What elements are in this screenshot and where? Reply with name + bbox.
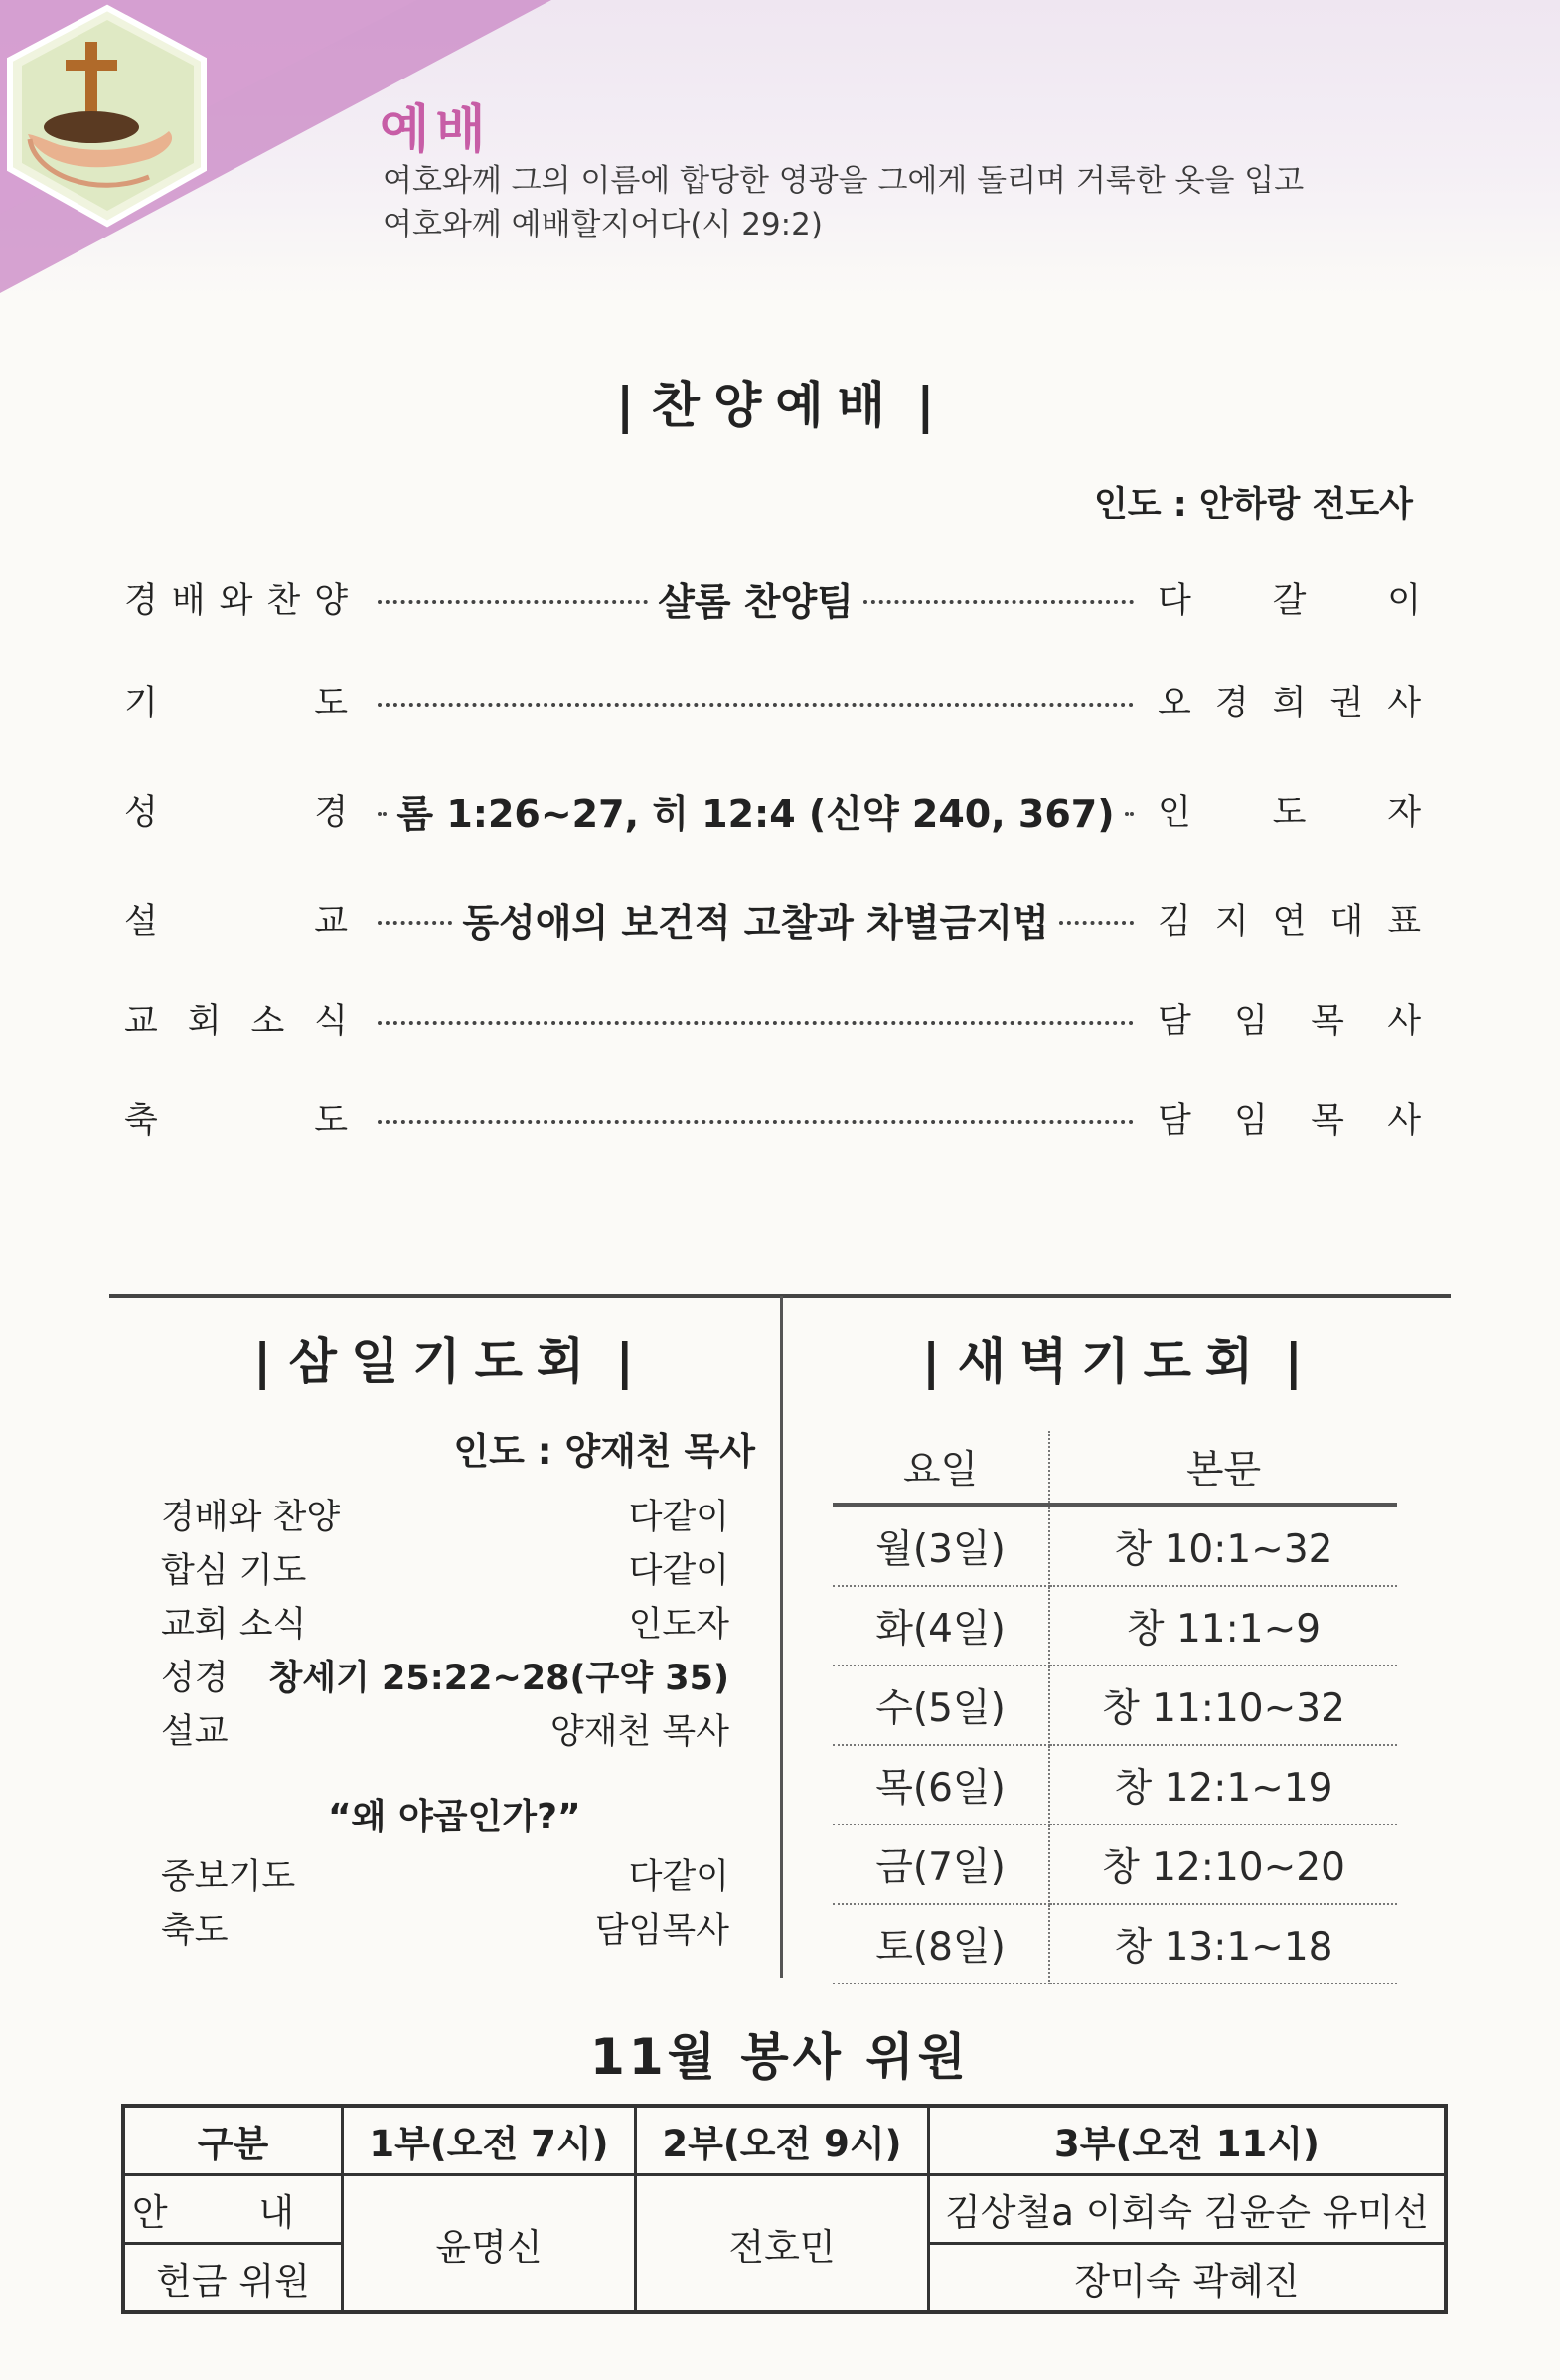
program-label: 중보기도	[161, 1857, 296, 1897]
label-char: 축	[124, 1101, 158, 1141]
program-item	[161, 1902, 729, 1954]
person-char: 도	[1272, 793, 1307, 833]
passage-cell: 창 12:1~19	[1049, 1745, 1397, 1825]
day-cell: 수(5일)	[833, 1666, 1049, 1745]
person-char: 연	[1272, 902, 1307, 942]
person-char: 희	[1272, 684, 1307, 723]
program-label: 축도	[161, 1911, 229, 1951]
label-char: 도	[314, 1101, 348, 1141]
program-value: 다같이	[628, 1857, 729, 1897]
person-char: 다	[1158, 581, 1191, 621]
order-detail: 롬 1:26~27, 히 12:4 (신약 240, 367)	[396, 791, 1115, 836]
order-label	[124, 573, 348, 623]
order-leader-dots	[368, 783, 1144, 838]
order-item	[124, 780, 1421, 840]
column-divider	[780, 1296, 783, 1978]
service3-offering: 장미숙 곽혜진	[929, 2244, 1447, 2313]
passage-cell: 창 12:10~20	[1049, 1825, 1397, 1904]
service3-header: 3부(오전 11시)	[929, 2106, 1447, 2175]
order-label	[124, 785, 348, 835]
verse-line-2: 여호와께 예배할지어다(시 29:2)	[383, 207, 823, 242]
wednesday-prayer-title: | 삼일기도회 |	[253, 1333, 634, 1390]
dotted-leader	[378, 600, 648, 604]
table-header-row	[123, 2106, 1446, 2175]
label-char: 교	[314, 902, 348, 942]
cross-in-hands-icon	[0, 0, 229, 238]
service3-guides: 김상철a 이회숙 김윤순 유미선	[929, 2175, 1447, 2244]
verse-line-1: 여호와께 그의 이름에 합당한 영광을 그에게 돌리며 거룩한 옷을 입고	[383, 163, 1305, 199]
program-value: 담임목사	[594, 1911, 729, 1951]
volunteers-title: 11월 봉사 위원	[590, 2028, 970, 2086]
person-char: 임	[1234, 1101, 1268, 1141]
service1-header: 1부(오전 7시)	[343, 2106, 636, 2175]
label-char: 소	[250, 1002, 285, 1041]
label-char: 찬	[266, 581, 301, 621]
order-person	[1158, 785, 1421, 835]
dotted-leader	[378, 1120, 1134, 1124]
table-header-row	[833, 1431, 1397, 1506]
person-char: 이	[1387, 581, 1421, 621]
day-cell: 금(7일)	[833, 1825, 1049, 1904]
day-header: 요일	[833, 1431, 1049, 1506]
person-char: 목	[1311, 1101, 1344, 1141]
order-person	[1158, 894, 1421, 944]
order-person	[1158, 676, 1421, 725]
service1-volunteer: 윤명신	[343, 2175, 636, 2313]
program-label: 성경	[161, 1659, 229, 1698]
passage-cell: 창 10:1~32	[1049, 1506, 1397, 1587]
dawn-prayer-title: | 새벽기도회 |	[922, 1333, 1303, 1390]
program-label: 교회 소식	[161, 1605, 307, 1645]
dotted-leader	[1059, 921, 1134, 925]
person-char: 표	[1387, 902, 1421, 942]
passage-cell: 창 13:1~18	[1049, 1904, 1397, 1983]
label-char: 설	[124, 902, 158, 942]
wednesday-leader: 인도 : 양재천 목사	[453, 1430, 755, 1473]
person-char: 권	[1329, 684, 1364, 723]
label-char: 배	[171, 581, 206, 621]
day-cell: 월(3일)	[833, 1506, 1049, 1587]
label-char: 경	[124, 581, 158, 621]
program-value: 창세기 25:22~28(구약 35)	[268, 1659, 729, 1698]
header-title: 예배	[380, 100, 492, 160]
dotted-leader	[378, 1021, 1134, 1025]
person-char: 김	[1158, 902, 1191, 942]
person-char: 대	[1329, 902, 1364, 942]
order-item	[124, 989, 1421, 1048]
program-label: 합심 기도	[161, 1551, 307, 1591]
day-cell: 토(8일)	[833, 1904, 1049, 1983]
order-item	[124, 671, 1421, 730]
person-char: 사	[1387, 1101, 1421, 1141]
program-value: 양재천 목사	[549, 1712, 729, 1752]
day-cell: 화(4일)	[833, 1586, 1049, 1666]
label-char: 교	[124, 1002, 158, 1041]
sermon-title: “왜 야곱인가?”	[328, 1797, 581, 1837]
table-row	[833, 1825, 1397, 1904]
order-leader-dots	[368, 699, 1144, 703]
label-char: 식	[314, 1002, 348, 1041]
program-item	[161, 1703, 729, 1755]
table-row	[833, 1666, 1397, 1745]
label-char: 도	[314, 684, 348, 723]
table-row	[833, 1586, 1397, 1666]
service2-header: 2부(오전 9시)	[636, 2106, 929, 2175]
praise-leader: 인도 : 안하랑 전도사	[1093, 485, 1413, 525]
order-item	[124, 889, 1421, 949]
person-char: 갈	[1272, 581, 1307, 621]
order-leader-dots	[368, 1116, 1144, 1120]
person-char: 임	[1234, 1002, 1268, 1041]
dotted-leader	[1125, 812, 1134, 816]
passage-header: 본문	[1049, 1431, 1397, 1506]
person-char: 목	[1311, 1002, 1344, 1041]
order-leader-dots	[368, 571, 1144, 626]
program-item	[161, 1596, 729, 1648]
passage-cell: 창 11:10~32	[1049, 1666, 1397, 1745]
order-detail: 동성애의 보건적 고찰과 차별금지법	[462, 900, 1049, 945]
program-label: 설교	[161, 1712, 229, 1752]
table-row	[833, 1506, 1397, 1587]
program-item	[161, 1650, 729, 1701]
passage-cell: 창 11:1~9	[1049, 1586, 1397, 1666]
order-leader-dots	[368, 1017, 1144, 1021]
order-item	[124, 568, 1421, 628]
order-leader-dots	[368, 892, 1144, 947]
program-label: 경배와 찬양	[161, 1498, 341, 1537]
praise-service-title: | 찬양예배 |	[616, 377, 935, 434]
table-row	[123, 2175, 1446, 2244]
table-row	[833, 1904, 1397, 1983]
person-char: 인	[1158, 793, 1191, 833]
person-char: 사	[1387, 1002, 1421, 1041]
label-char: 경	[314, 793, 348, 833]
person-char: 사	[1387, 684, 1421, 723]
dotted-leader	[863, 600, 1134, 604]
label-char: 회	[187, 1002, 222, 1041]
category-header: 구분	[123, 2106, 343, 2175]
person-char: 자	[1387, 793, 1421, 833]
program-value: 다같이	[628, 1551, 729, 1591]
order-label	[124, 894, 348, 944]
order-item	[124, 1088, 1421, 1148]
service2-volunteer: 전호민	[636, 2175, 929, 2313]
label-char: 기	[124, 684, 158, 723]
program-item	[161, 1542, 729, 1594]
program-value: 인도자	[628, 1605, 729, 1645]
person-char: 담	[1158, 1002, 1191, 1041]
order-person	[1158, 573, 1421, 623]
volunteers-table	[121, 2104, 1448, 2314]
order-label	[124, 1093, 348, 1143]
program-value: 다같이	[628, 1498, 729, 1537]
person-char: 오	[1158, 684, 1191, 723]
dawn-schedule-table	[833, 1431, 1397, 1984]
label-char: 성	[124, 793, 158, 833]
header-verse	[383, 159, 1304, 246]
program-item	[161, 1489, 729, 1540]
table-row	[833, 1745, 1397, 1825]
order-detail: 샬롬 찬양팀	[658, 579, 854, 624]
day-cell: 목(6일)	[833, 1745, 1049, 1825]
guide-label: 안 내	[123, 2175, 343, 2244]
label-char: 와	[219, 581, 253, 621]
order-person	[1158, 1093, 1421, 1143]
dotted-leader	[378, 703, 1134, 707]
dotted-leader	[378, 921, 452, 925]
order-person	[1158, 994, 1421, 1043]
dotted-leader	[378, 812, 387, 816]
offering-label: 헌금 위원	[123, 2244, 343, 2313]
person-char: 담	[1158, 1101, 1191, 1141]
order-label	[124, 994, 348, 1043]
program-item	[161, 1848, 729, 1900]
person-char: 경	[1214, 684, 1249, 723]
order-label	[124, 676, 348, 725]
label-char: 양	[314, 581, 348, 621]
person-char: 지	[1214, 902, 1249, 942]
